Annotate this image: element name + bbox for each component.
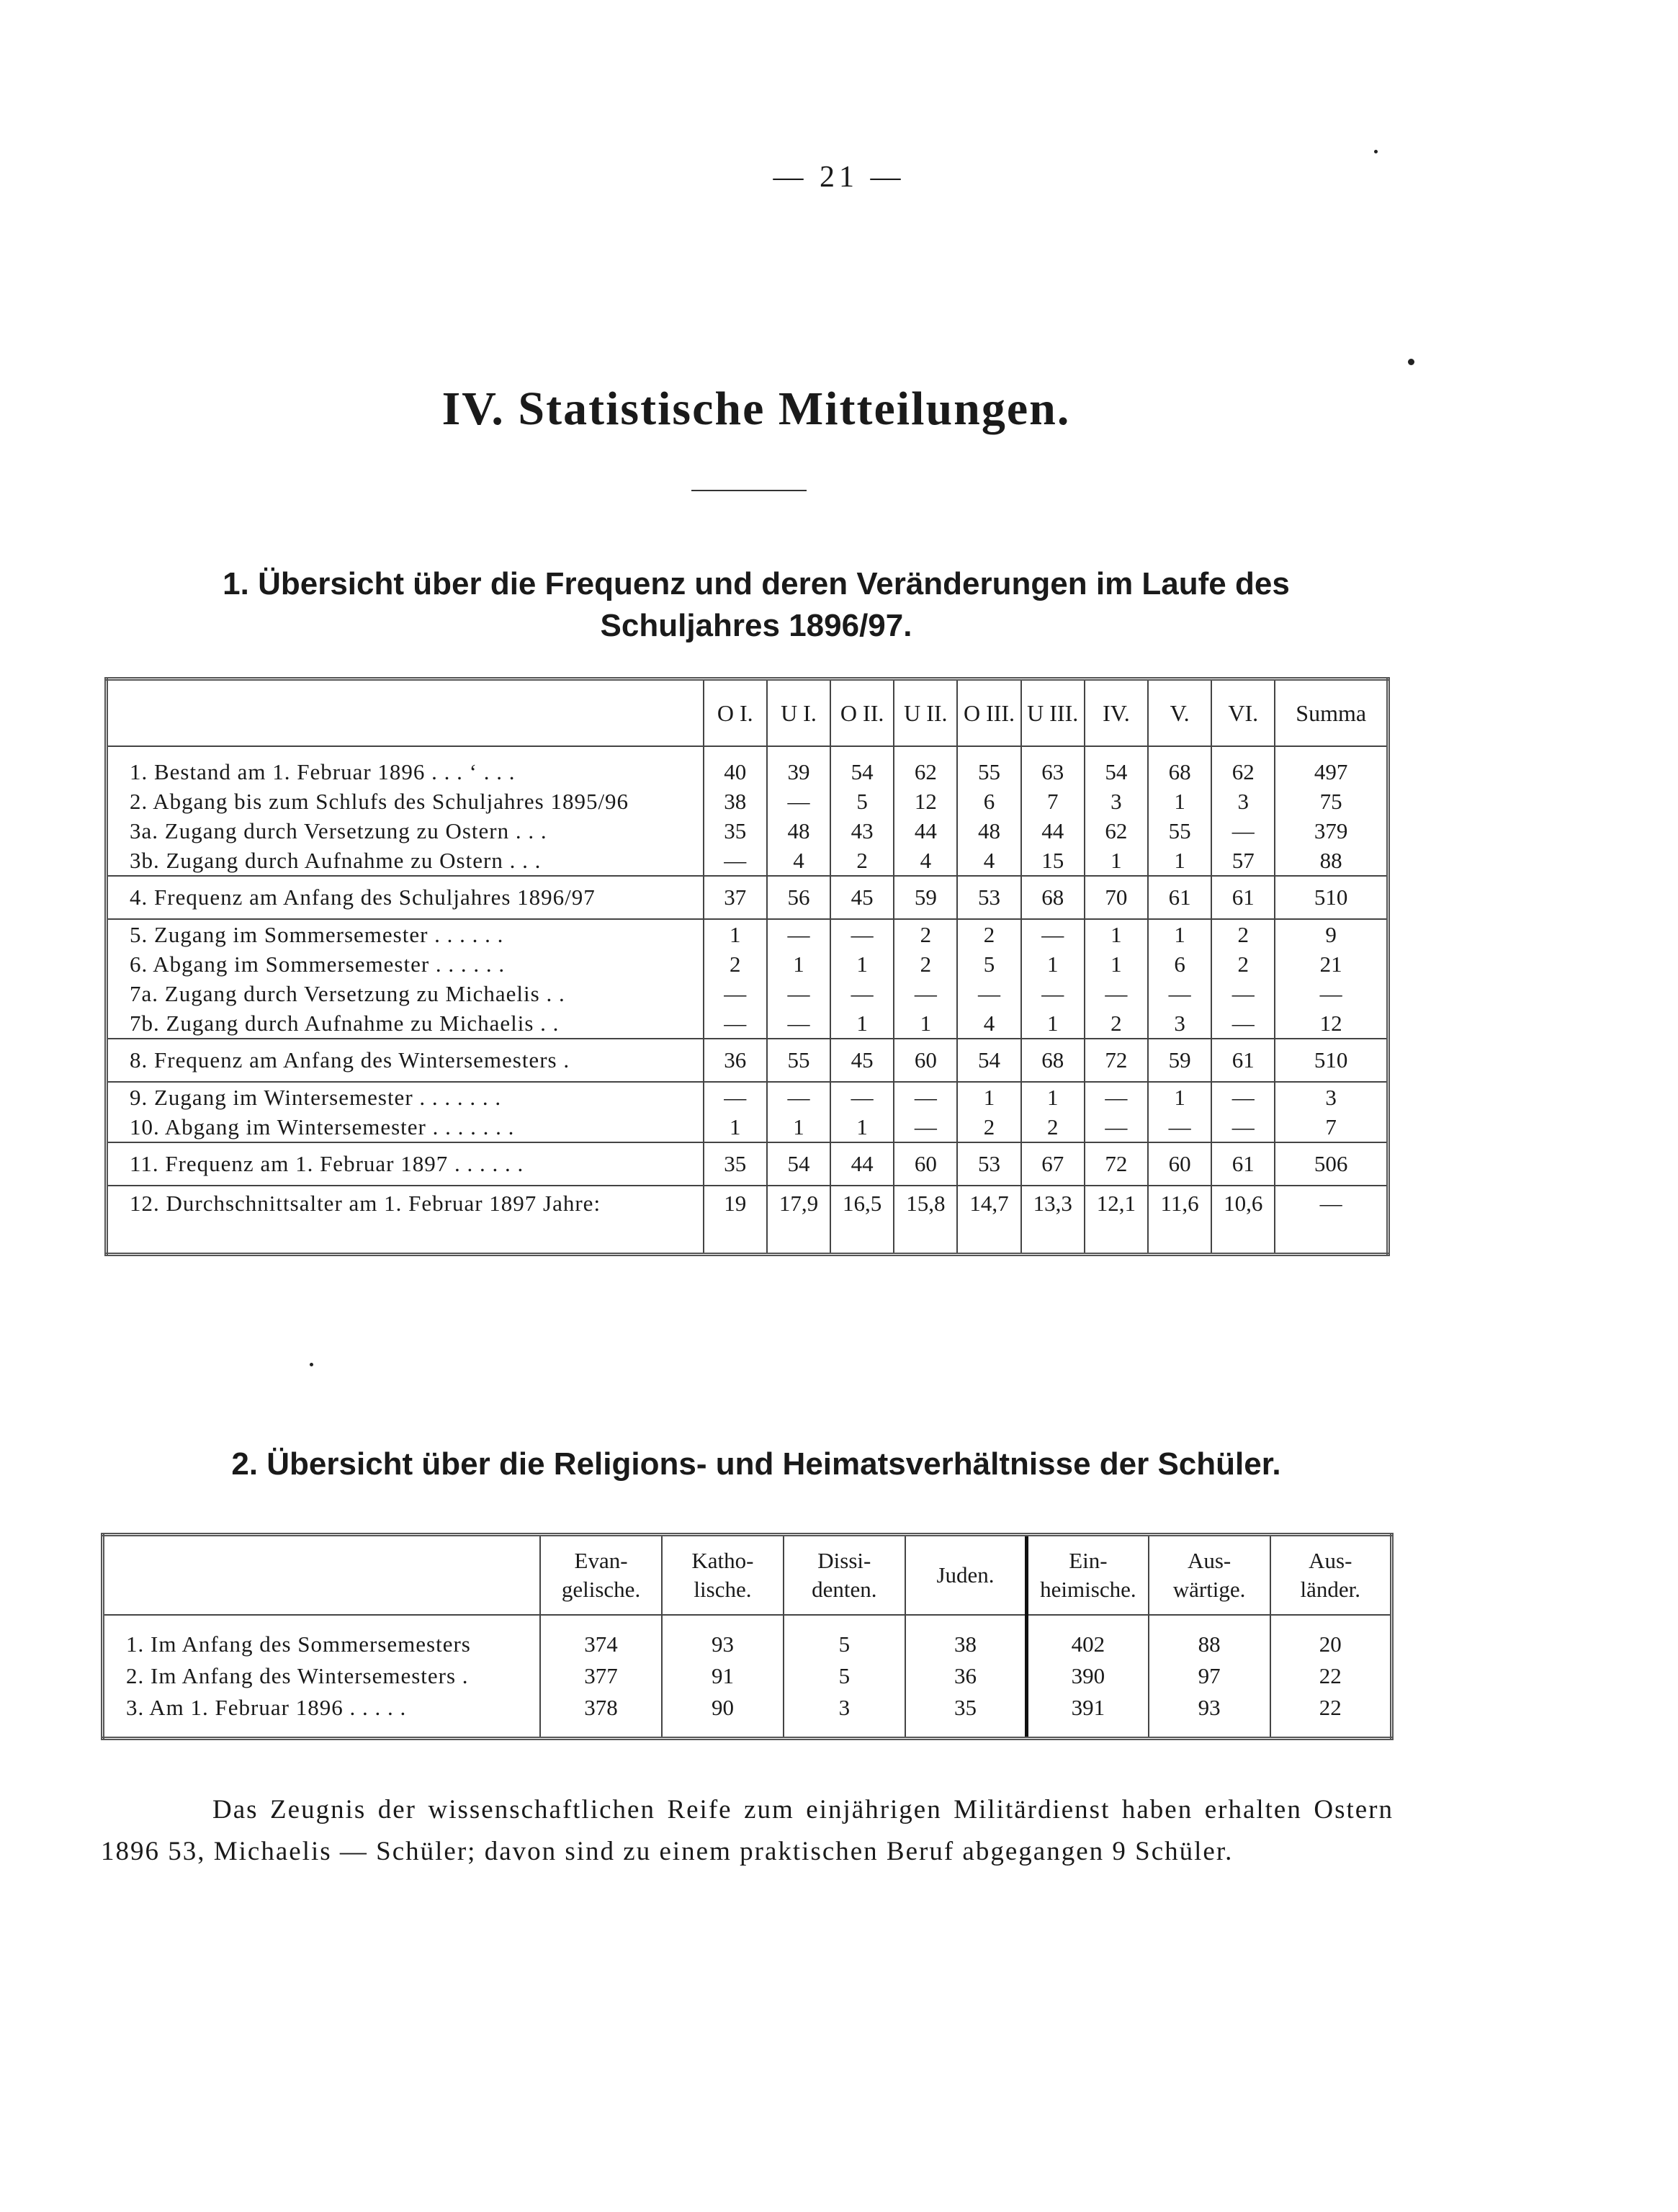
table-cell: 2 xyxy=(894,949,957,979)
table-row xyxy=(107,816,1388,846)
table-cell: 68 xyxy=(1148,746,1211,787)
table-cell: 54 xyxy=(830,746,894,787)
table-row xyxy=(103,1692,1392,1739)
table-cell: 4 xyxy=(957,1008,1020,1039)
table-cell: 1 xyxy=(1021,1008,1085,1039)
header-corner xyxy=(107,679,704,747)
section-2-heading: 2. Übersicht über die Religions- und Heimatsverhältnisse der Schüler. xyxy=(231,1446,1281,1482)
table-cell: 55 xyxy=(957,746,1020,787)
table-cell: 1 xyxy=(767,1112,830,1142)
table-cell: 14,7 xyxy=(957,1186,1020,1255)
table-cell: 93 xyxy=(1149,1692,1270,1739)
table-cell: — xyxy=(767,1008,830,1039)
column-header-line: lische. xyxy=(694,1577,752,1602)
column-header: Summa xyxy=(1275,679,1388,747)
row-label: 7b. Zugang durch Aufnahme zu Michaelis . . xyxy=(130,1010,560,1036)
table-cell: — xyxy=(1211,1112,1275,1142)
table-cell: 67 xyxy=(1021,1142,1085,1186)
table-cell: 88 xyxy=(1275,846,1388,876)
table-cell: — xyxy=(1211,1008,1275,1039)
table-cell: 6 xyxy=(957,787,1020,816)
table-cell: 45 xyxy=(830,1039,894,1082)
table-cell: 2 xyxy=(704,949,767,979)
table-cell: 7 xyxy=(1275,1112,1388,1142)
table-cell: 5 xyxy=(830,787,894,816)
table-cell: 68 xyxy=(1021,1039,1085,1082)
religion-table-header xyxy=(103,1535,1392,1616)
table-row xyxy=(107,846,1388,876)
column-header-line: länder. xyxy=(1300,1577,1361,1602)
table-cell: — xyxy=(1085,1082,1148,1112)
column-header-line: Ein- xyxy=(1069,1548,1108,1573)
row-label: 11. Frequenz am 1. Februar 1897 . . . . . . xyxy=(107,1142,704,1186)
table-cell: — xyxy=(1275,979,1388,1008)
table-cell: — xyxy=(957,979,1020,1008)
column-header-line: Katho- xyxy=(691,1548,754,1573)
table-cell: 62 xyxy=(894,746,957,787)
row-label: 2. Abgang bis zum Schlufs des Schuljahres 1895/96 xyxy=(130,788,629,814)
table-cell: — xyxy=(1085,979,1148,1008)
table-cell: 17,9 xyxy=(767,1186,830,1255)
column-header: O III. xyxy=(957,679,1020,747)
table-cell: 54 xyxy=(767,1142,830,1186)
paper-speck xyxy=(1408,359,1414,365)
table-cell: 36 xyxy=(905,1660,1027,1692)
table-cell: 1 xyxy=(957,1082,1020,1112)
table-cell: 1 xyxy=(1021,949,1085,979)
header-corner xyxy=(103,1535,541,1616)
table-row xyxy=(103,1615,1392,1660)
table-cell: 377 xyxy=(540,1660,662,1692)
row-label: 6. Abgang im Sommersemester . . . . . . xyxy=(130,951,506,977)
table-cell: — xyxy=(1211,816,1275,846)
table-cell: 379 xyxy=(1275,816,1388,846)
table-cell: 54 xyxy=(1085,746,1148,787)
table-cell: 61 xyxy=(1211,1039,1275,1082)
table-cell: — xyxy=(767,787,830,816)
table-cell: 75 xyxy=(1275,787,1388,816)
table-cell: — xyxy=(1211,979,1275,1008)
column-header: IV. xyxy=(1085,679,1148,747)
table-cell: — xyxy=(1211,1082,1275,1112)
column-header-line: gelische. xyxy=(561,1577,641,1602)
table-cell: 45 xyxy=(830,876,894,919)
closing-paragraph: Das Zeugnis der wissenschaftlichen Reife zum einjährigen Militärdienst haben erhalten Ostern 1896 53, Michaelis — Schüler; davon sind zu einem praktischen Beruf abgegangen 9 Schüler. xyxy=(101,1795,1394,1866)
table-cell: 54 xyxy=(957,1039,1020,1082)
table-cell: 1 xyxy=(894,1008,957,1039)
frequency-table-header xyxy=(107,679,1388,747)
table-cell: 4 xyxy=(767,846,830,876)
table-cell: 62 xyxy=(1085,816,1148,846)
row-label: 9. Zugang im Wintersemester . . . . . . . xyxy=(107,1082,704,1112)
table-row xyxy=(107,1082,1388,1112)
column-header-line: wärtige. xyxy=(1172,1577,1246,1602)
table-cell: 3 xyxy=(1275,1082,1388,1112)
table-cell: 4 xyxy=(894,846,957,876)
table-row xyxy=(107,1039,1388,1082)
table-cell: 22 xyxy=(1270,1660,1392,1692)
table-cell: 390 xyxy=(1027,1660,1149,1692)
row-label: 5. Zugang im Sommersemester . . . . . . xyxy=(107,919,704,949)
table-row xyxy=(107,746,1388,787)
table-cell: — xyxy=(704,1082,767,1112)
table-cell: 19 xyxy=(704,1186,767,1255)
column-header: V. xyxy=(1148,679,1211,747)
table-cell: — xyxy=(1085,1112,1148,1142)
column-header: U II. xyxy=(894,679,957,747)
table-cell: 11,6 xyxy=(1148,1186,1211,1255)
table-cell: 6 xyxy=(1148,949,1211,979)
table-cell: 12 xyxy=(1275,1008,1388,1039)
table-cell: — xyxy=(767,979,830,1008)
table-cell: 56 xyxy=(767,876,830,919)
table-cell: 88 xyxy=(1149,1615,1270,1660)
table-cell: 44 xyxy=(1021,816,1085,846)
table-cell: 15,8 xyxy=(894,1186,957,1255)
table-cell: 1 xyxy=(830,1008,894,1039)
table-cell: 510 xyxy=(1275,1039,1388,1082)
section-1-heading-line-1: 1. Übersicht über die Frequenz und deren Veränderungen im Laufe des xyxy=(223,566,1290,601)
table-row xyxy=(107,919,1388,949)
table-cell: 22 xyxy=(1270,1692,1392,1739)
table-cell: 53 xyxy=(957,1142,1020,1186)
table-cell: — xyxy=(894,1082,957,1112)
table-cell: 2 xyxy=(957,1112,1020,1142)
table-row xyxy=(107,1008,1388,1039)
row-label: 3a. Zugang durch Versetzung zu Ostern . . . xyxy=(130,818,547,843)
table-cell: — xyxy=(767,919,830,949)
table-cell: — xyxy=(704,846,767,876)
table-cell: 97 xyxy=(1149,1660,1270,1692)
table-cell: 15 xyxy=(1021,846,1085,876)
table-cell: 55 xyxy=(1148,816,1211,846)
table-cell: 5 xyxy=(784,1615,905,1660)
table-cell: 2 xyxy=(1085,1008,1148,1039)
table-cell: 12 xyxy=(894,787,957,816)
table-cell: 1 xyxy=(830,1112,894,1142)
table-cell: 48 xyxy=(767,816,830,846)
column-header: VI. xyxy=(1211,679,1275,747)
table-cell: 72 xyxy=(1085,1142,1148,1186)
table-cell: 43 xyxy=(830,816,894,846)
column-header xyxy=(784,1535,905,1616)
column-header-line: Juden. xyxy=(936,1562,995,1588)
table-cell: 1 xyxy=(1085,846,1148,876)
column-header: O II. xyxy=(830,679,894,747)
title-divider xyxy=(691,490,807,491)
table-row xyxy=(107,1186,1388,1255)
table-cell: 62 xyxy=(1211,746,1275,787)
column-header xyxy=(540,1535,662,1616)
table-cell: 1 xyxy=(1021,1082,1085,1112)
table-cell: 39 xyxy=(767,746,830,787)
table-cell: 57 xyxy=(1211,846,1275,876)
paper-speck xyxy=(1374,150,1378,153)
table-cell: — xyxy=(704,979,767,1008)
table-cell: 59 xyxy=(894,876,957,919)
column-header-line: denten. xyxy=(812,1577,877,1602)
table-cell: 53 xyxy=(957,876,1020,919)
table-cell: 44 xyxy=(894,816,957,846)
table-cell: 35 xyxy=(704,816,767,846)
table-cell: 60 xyxy=(894,1039,957,1082)
table-cell: 374 xyxy=(540,1615,662,1660)
table-cell: — xyxy=(894,1112,957,1142)
table-cell: 90 xyxy=(662,1692,784,1739)
table-cell: — xyxy=(830,979,894,1008)
row-label: 3b. Zugang durch Aufnahme zu Ostern . . . xyxy=(130,847,542,873)
table-cell: 61 xyxy=(1148,876,1211,919)
table-cell: 510 xyxy=(1275,876,1388,919)
column-header-line: Aus- xyxy=(1187,1548,1231,1573)
table-cell: 59 xyxy=(1148,1039,1211,1082)
table-cell: 38 xyxy=(905,1615,1027,1660)
column-header: U I. xyxy=(767,679,830,747)
table-cell: 1 xyxy=(830,949,894,979)
table-cell: 3 xyxy=(1148,1008,1211,1039)
table-cell: 2 xyxy=(894,919,957,949)
row-label: 2. Im Anfang des Wintersemesters . xyxy=(126,1663,469,1688)
row-label: 7a. Zugang durch Versetzung zu Michaelis . . xyxy=(130,980,565,1006)
table-cell: 35 xyxy=(704,1142,767,1186)
table-cell: 2 xyxy=(1211,919,1275,949)
table-cell: 3 xyxy=(784,1692,905,1739)
table-row xyxy=(107,949,1388,979)
table-cell: 10,6 xyxy=(1211,1186,1275,1255)
table-cell: 61 xyxy=(1211,876,1275,919)
row-label: 1. Im Anfang des Sommersemesters xyxy=(126,1631,471,1657)
column-header xyxy=(905,1535,1027,1616)
table-cell: 3 xyxy=(1211,787,1275,816)
table-cell: 2 xyxy=(830,846,894,876)
table-cell: 72 xyxy=(1085,1039,1148,1082)
table-cell: 35 xyxy=(905,1692,1027,1739)
table-cell: 1 xyxy=(1148,787,1211,816)
table-row xyxy=(107,1112,1388,1142)
table-cell: 2 xyxy=(1211,949,1275,979)
table-cell: 497 xyxy=(1275,746,1388,787)
table-row xyxy=(107,979,1388,1008)
table-cell: 21 xyxy=(1275,949,1388,979)
table-cell: — xyxy=(1148,979,1211,1008)
table-cell: 70 xyxy=(1085,876,1148,919)
table-cell: — xyxy=(767,1082,830,1112)
table-cell: — xyxy=(1275,1186,1388,1255)
table-cell: 1 xyxy=(704,1112,767,1142)
table-cell: 36 xyxy=(704,1039,767,1082)
table-cell: — xyxy=(1021,919,1085,949)
table-cell: 1 xyxy=(1148,846,1211,876)
section-1-heading-line-2: Schuljahres 1896/97. xyxy=(600,608,912,643)
column-header: O I. xyxy=(704,679,767,747)
table-cell: 378 xyxy=(540,1692,662,1739)
table-cell: 16,5 xyxy=(830,1186,894,1255)
table-cell: — xyxy=(704,1008,767,1039)
table-row xyxy=(107,876,1388,919)
table-cell: 1 xyxy=(1085,919,1148,949)
table-cell: 5 xyxy=(957,949,1020,979)
table-cell: 61 xyxy=(1211,1142,1275,1186)
table-cell: 2 xyxy=(957,919,1020,949)
row-label: 8. Frequenz am Anfang des Wintersemesters . xyxy=(107,1039,704,1082)
table-cell: 12,1 xyxy=(1085,1186,1148,1255)
table-cell: 2 xyxy=(1021,1112,1085,1142)
column-header-line: Evan- xyxy=(574,1548,628,1573)
table-cell: — xyxy=(894,979,957,1008)
table-cell: 391 xyxy=(1027,1692,1149,1739)
table-row xyxy=(107,787,1388,816)
table-cell: 5 xyxy=(784,1660,905,1692)
table-cell: 4 xyxy=(957,846,1020,876)
page-number: — 21 — xyxy=(773,161,905,194)
table-cell: 1 xyxy=(1148,919,1211,949)
table-cell: 91 xyxy=(662,1660,784,1692)
table-cell: — xyxy=(830,1082,894,1112)
table-cell: 37 xyxy=(704,876,767,919)
column-header xyxy=(1149,1535,1270,1616)
column-header xyxy=(1027,1535,1149,1616)
table-cell: 20 xyxy=(1270,1615,1392,1660)
row-label: 12. Durchschnittsalter am 1. Februar 1897 Jahre: xyxy=(107,1186,704,1255)
table-cell: 68 xyxy=(1021,876,1085,919)
table-cell: 506 xyxy=(1275,1142,1388,1186)
table-cell: 1 xyxy=(1085,949,1148,979)
section-1-heading xyxy=(0,563,1512,647)
table-cell: — xyxy=(830,919,894,949)
table-cell: 1 xyxy=(704,919,767,949)
table-cell: — xyxy=(1148,1112,1211,1142)
table-cell: 13,3 xyxy=(1021,1186,1085,1255)
table-cell: 9 xyxy=(1275,919,1388,949)
table-cell: 48 xyxy=(957,816,1020,846)
row-label: 3. Am 1. Februar 1896 . . . . . xyxy=(126,1695,407,1720)
table-cell: — xyxy=(1021,979,1085,1008)
column-header xyxy=(1270,1535,1392,1616)
column-header-line: heimische. xyxy=(1040,1577,1136,1602)
table-cell: 44 xyxy=(830,1142,894,1186)
column-header-line: Dissi- xyxy=(817,1548,871,1573)
table-cell: 63 xyxy=(1021,746,1085,787)
row-label: 1. Bestand am 1. Februar 1896 . . . ‘ . . . xyxy=(130,758,516,784)
table-cell: 402 xyxy=(1027,1615,1149,1660)
paper-speck xyxy=(310,1363,313,1366)
table-cell: 60 xyxy=(894,1142,957,1186)
row-label: 4. Frequenz am Anfang des Schuljahres 1896/97 xyxy=(107,876,704,919)
column-header-line: Aus- xyxy=(1309,1548,1352,1573)
table-row xyxy=(107,1142,1388,1186)
row-label: 10. Abgang im Wintersemester . . . . . . . xyxy=(130,1114,515,1139)
table-cell: 7 xyxy=(1021,787,1085,816)
table-cell: 60 xyxy=(1148,1142,1211,1186)
frequency-table xyxy=(104,677,1390,1256)
table-cell: 40 xyxy=(704,746,767,787)
table-cell: 38 xyxy=(704,787,767,816)
table-cell: 55 xyxy=(767,1039,830,1082)
column-header xyxy=(662,1535,784,1616)
table-cell: 1 xyxy=(767,949,830,979)
religion-origin-table xyxy=(101,1533,1394,1740)
page-title: IV. Statistische Mitteilungen. xyxy=(441,382,1071,435)
table-cell: 3 xyxy=(1085,787,1148,816)
table-cell: 1 xyxy=(1148,1082,1211,1112)
table-cell: 93 xyxy=(662,1615,784,1660)
column-header: U III. xyxy=(1021,679,1085,747)
table-row xyxy=(103,1660,1392,1692)
